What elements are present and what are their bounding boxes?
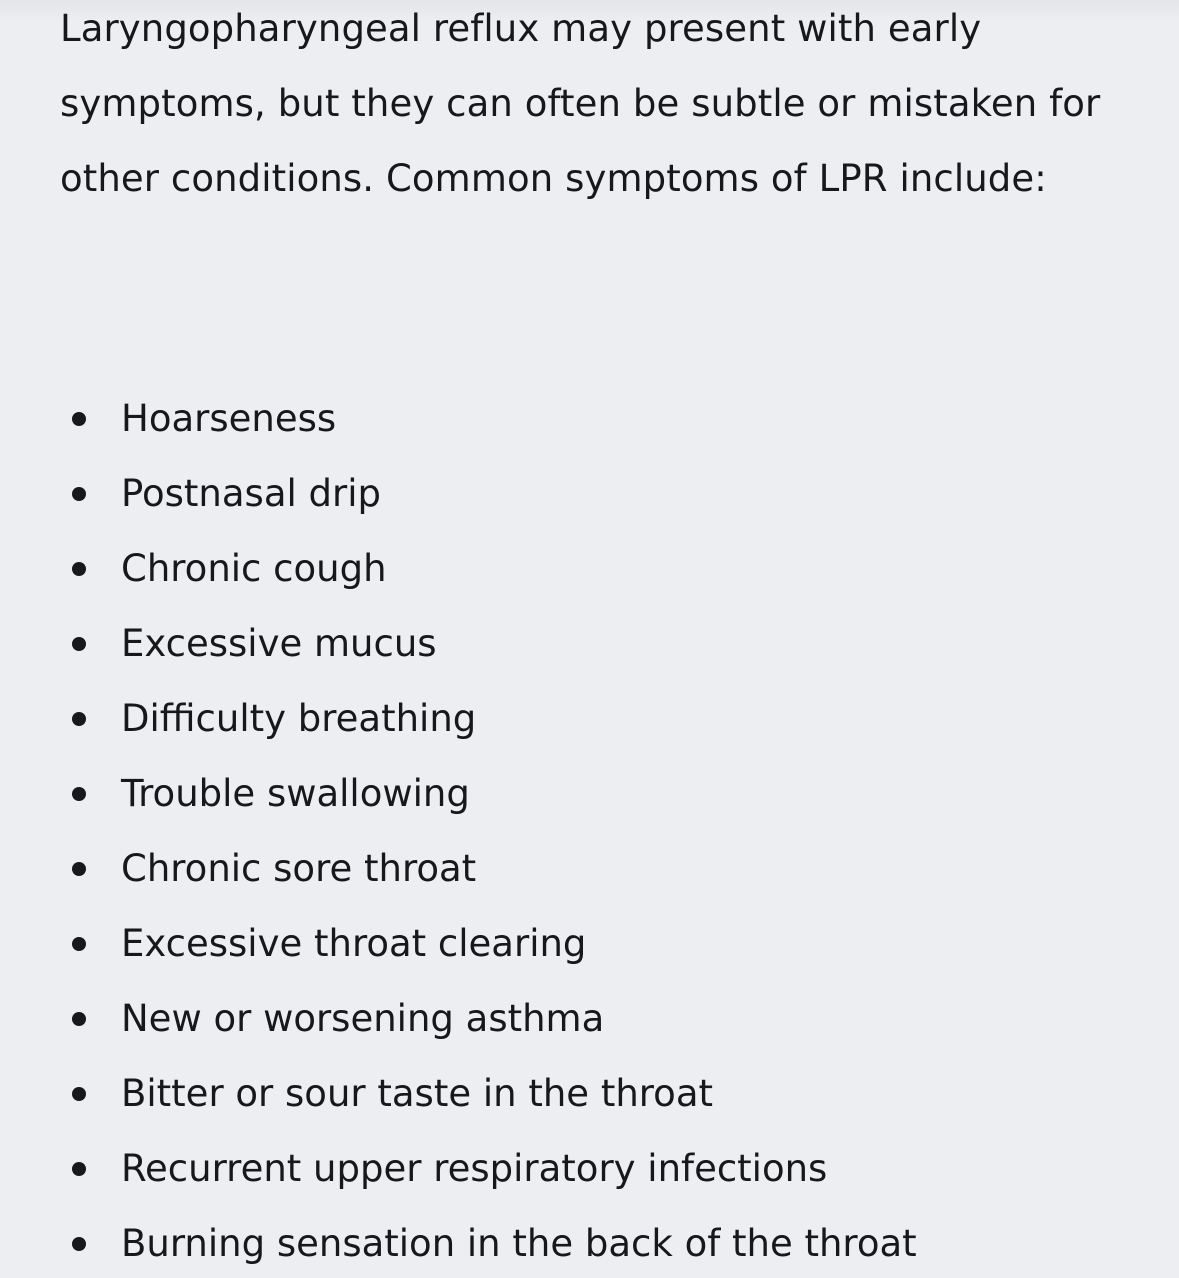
intro-paragraph: Laryngopharyngeal reflux may present with early symptoms, but they can often be subtle or mistaken for other conditions. Common symptoms of LPR include: <box>60 7 1101 200</box>
bullet-icon <box>72 1237 86 1251</box>
list-item <box>60 831 1170 906</box>
symptom-text: Chronic cough <box>121 547 387 590</box>
symptom-text: Recurrent upper respiratory infections <box>121 1147 828 1190</box>
bullet-icon <box>72 1087 86 1101</box>
list-item <box>60 456 1170 531</box>
list-item <box>60 756 1170 831</box>
symptom-text: Postnasal drip <box>121 472 381 515</box>
list-item <box>60 1056 1170 1131</box>
bullet-icon <box>72 487 86 501</box>
list-item <box>60 606 1170 681</box>
list-item <box>60 1206 1170 1278</box>
symptom-text: New or worsening asthma <box>121 997 605 1040</box>
symptom-text: Chronic sore throat <box>121 847 477 890</box>
bullet-icon <box>72 937 86 951</box>
list-item <box>60 1131 1170 1206</box>
symptom-text: Excessive mucus <box>121 622 437 665</box>
symptom-text: Difficulty breathing <box>121 697 477 740</box>
symptom-text: Trouble swallowing <box>121 772 470 815</box>
bullet-icon <box>72 1012 86 1026</box>
list-item <box>60 981 1170 1056</box>
list-item <box>60 531 1170 606</box>
bullet-icon <box>72 862 86 876</box>
bullet-icon <box>72 637 86 651</box>
symptom-text: Bitter or sour taste in the throat <box>121 1072 713 1115</box>
symptom-text: Burning sensation in the back of the throat <box>121 1222 917 1265</box>
bullet-icon <box>72 712 86 726</box>
bullet-icon <box>72 562 86 576</box>
symptom-text: Excessive throat clearing <box>121 922 587 965</box>
list-item <box>60 906 1170 981</box>
bullet-icon <box>72 412 86 426</box>
symptom-text: Hoarseness <box>121 397 337 440</box>
list-item <box>60 381 1170 456</box>
list-item <box>60 681 1170 756</box>
bullet-icon <box>72 1162 86 1176</box>
symptom-list <box>60 381 1170 1278</box>
bullet-icon <box>72 787 86 801</box>
